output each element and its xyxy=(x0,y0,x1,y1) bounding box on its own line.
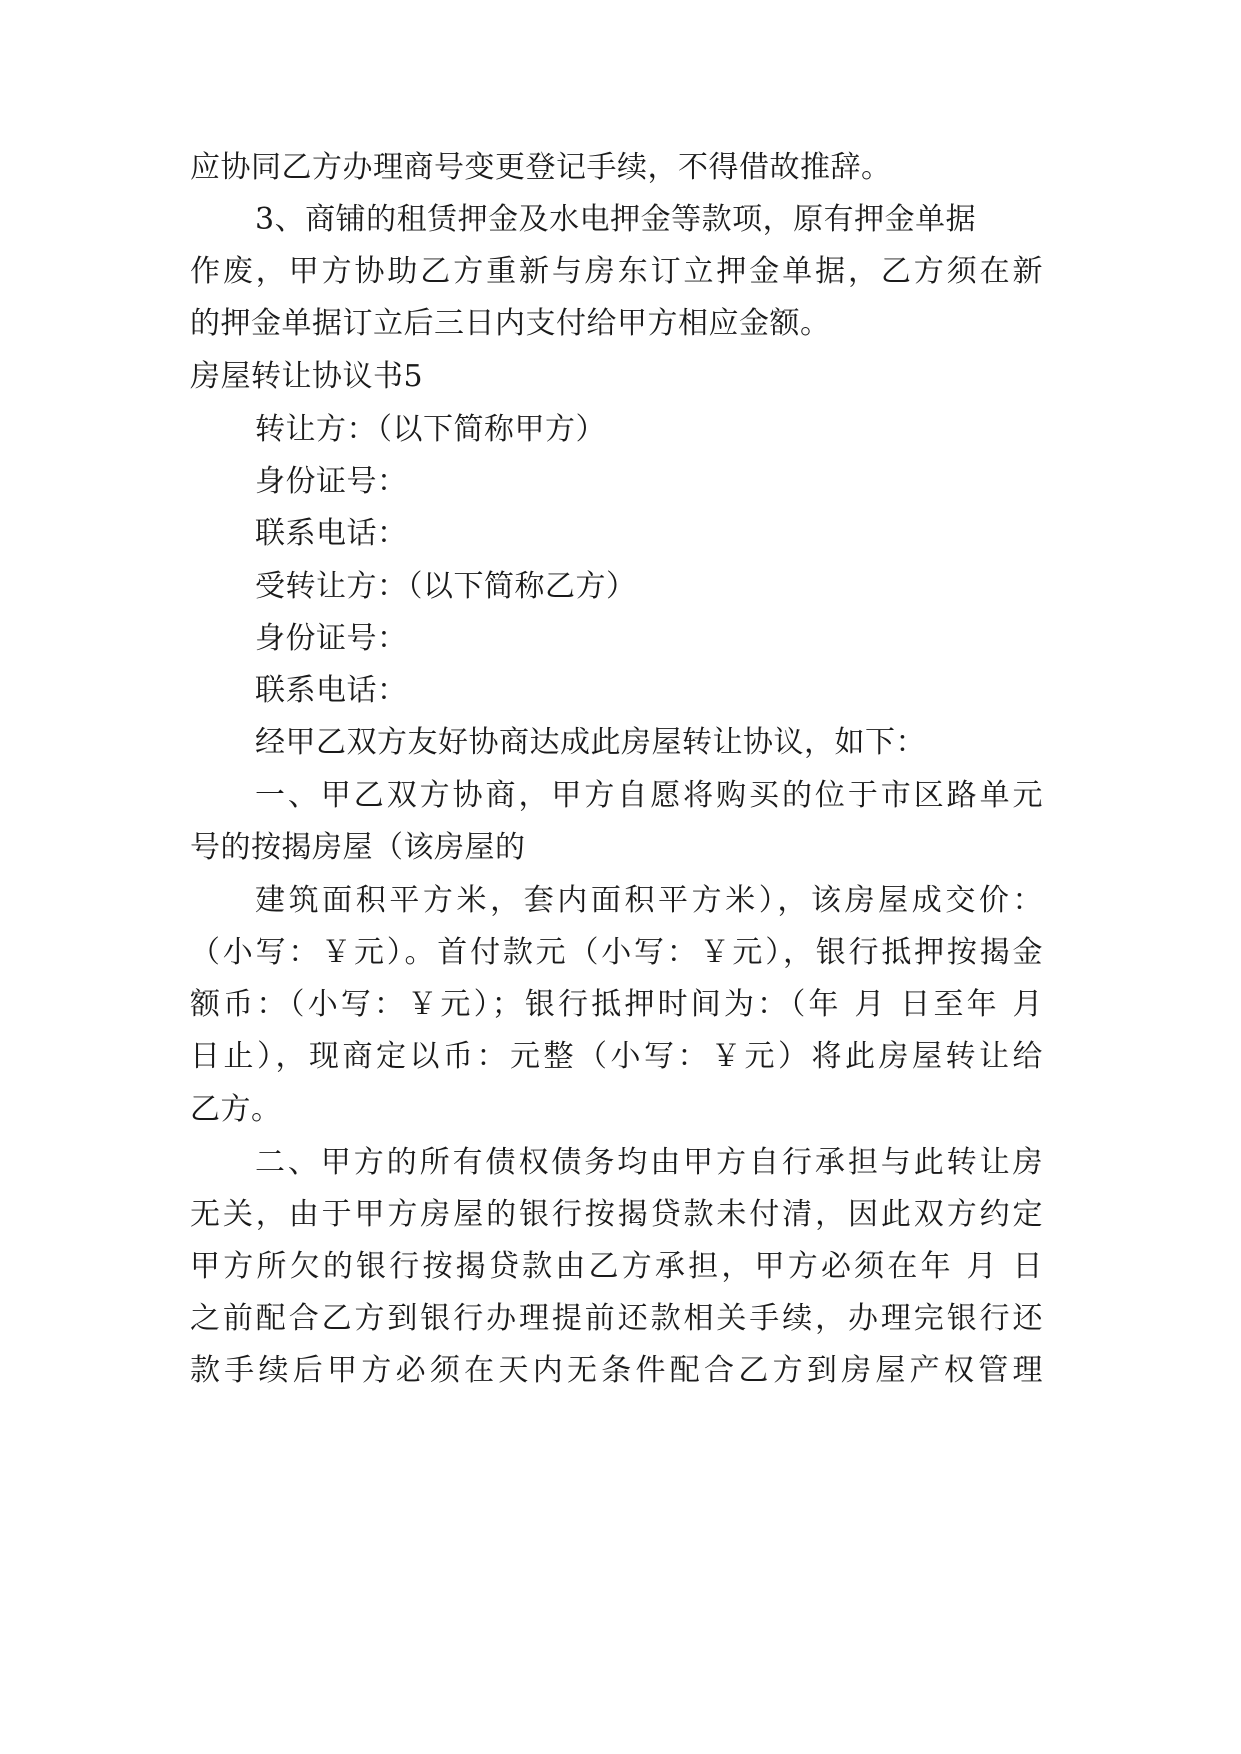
text-line: （小写：￥元）。首付款元（小写：￥元），银行抵押按揭金 xyxy=(190,935,1043,970)
text-line: 身份证号： xyxy=(255,464,408,499)
text-line: 联系电话： xyxy=(255,673,408,708)
text-line: 身份证号： xyxy=(255,621,408,656)
text-line: 经甲乙双方友好协商达成此房屋转让协议，如下： xyxy=(255,725,926,760)
text-line: 3、商铺的租赁押金及水电押金等款项，原有押金单据 xyxy=(255,202,977,237)
text-line: 甲方所欠的银行按揭贷款由乙方承担，甲方必须在年 月 日 xyxy=(190,1249,1043,1284)
text-line: 作废，甲方协助乙方重新与房东订立押金单据，乙方须在新 xyxy=(190,254,1043,289)
text-line: 一、甲乙双方协商，甲方自愿将购买的位于市区路单元 xyxy=(255,778,1043,813)
text-line: 应协同乙方办理商号变更登记手续，不得借故推辞。 xyxy=(190,150,892,185)
text-line: 的押金单据订立后三日内支付给甲方相应金额。 xyxy=(190,306,831,341)
section-title: 房屋转让协议书5 xyxy=(190,359,424,394)
text-line: 额币：（小写：￥元）；银行抵押时间为：（年 月 日至年 月 xyxy=(190,987,1043,1022)
text-line: 转让方：（以下简称甲方） xyxy=(255,412,606,447)
text-line: 受转让方：（以下简称乙方） xyxy=(255,569,637,604)
text-line: 建筑面积平方米，套内面积平方米），该房屋成交价： xyxy=(255,883,1043,918)
text-line: 之前配合乙方到银行办理提前还款相关手续，办理完银行还 xyxy=(190,1301,1043,1336)
text-line: 乙方。 xyxy=(190,1092,282,1127)
text-line: 号的按揭房屋（该房屋的 xyxy=(190,830,526,865)
text-line: 二、甲方的所有债权债务均由甲方自行承担与此转让房 xyxy=(255,1145,1043,1180)
text-line: 联系电话： xyxy=(255,516,408,551)
text-line: 无关，由于甲方房屋的银行按揭贷款未付清，因此双方约定 xyxy=(190,1197,1043,1232)
text-line: 日止），现商定以币：元整（小写：￥元）将此房屋转让给 xyxy=(190,1039,1043,1074)
text-line: 款手续后甲方必须在天内无条件配合乙方到房屋产权管理 xyxy=(190,1353,1043,1388)
